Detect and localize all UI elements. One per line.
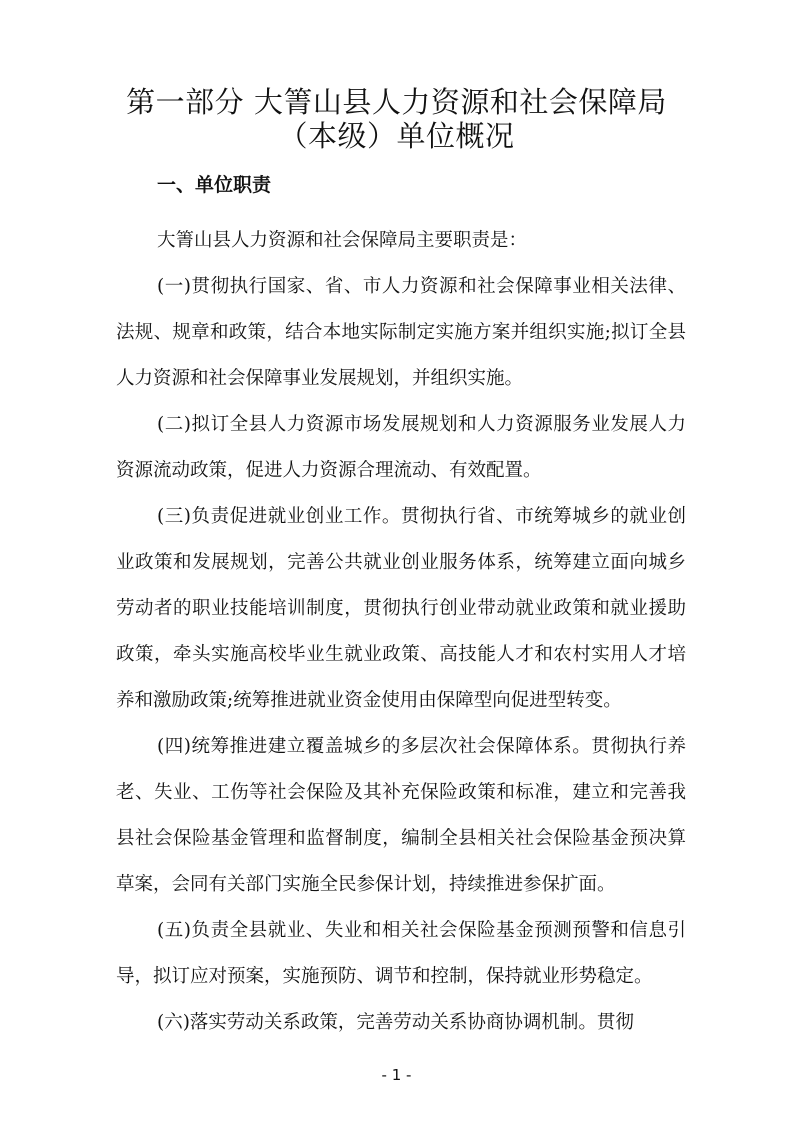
paragraph-duty-3: (三)负责促进就业创业工作。贯彻执行省、市统筹城乡的就业创业政策和发展规划，完善公共就业创业服务体系，统筹建立面向城乡劳动者的职业技能培训制度，贯彻执行创业带动就业政策和就业援助政策，牵头实施高校毕业生就业政策、高技能人才和农村实用人才培养和激励政策;统筹推进就业资金使用由保障型向促进型转变。 — [116, 506, 686, 711]
paragraph-duty-5: (五)负责全县就业、失业和相关社会保险基金预测预警和信息引导，拟订应对预案，实施预防、调节和控制，保持就业形势稳定。 — [116, 920, 686, 987]
paragraph-duty-2: (二)拟订全县人力资源市场发展规划和人力资源服务业发展人力资源流动政策，促进人力资源合理流动、有效配置。 — [116, 414, 686, 481]
document-title-line-1: 第一部分 大箐山县人力资源和社会保障局 — [126, 85, 667, 119]
paragraph-intro: 大箐山县人力资源和社会保障局主要职责是： — [157, 230, 528, 251]
body-text — [116, 218, 686, 1046]
section-heading: 一、单位职责 — [157, 174, 272, 196]
paragraph-duty-6: (六)落实劳动关系政策，完善劳动关系协商协调机制。贯彻 — [157, 1012, 634, 1033]
document-title-line-2: （本级）单位概况 — [278, 119, 515, 153]
page-number: - 1 - — [381, 1066, 412, 1084]
paragraph-duty-1: (一)贯彻执行国家、省、市人力资源和社会保障事业相关法律、法规、规章和政策，结合本地实际制定实施方案并组织实施;拟订全县人力资源和社会保障事业发展规划，并组织实施。 — [116, 276, 686, 389]
paragraph-duty-4: (四)统筹推进建立覆盖城乡的多层次社会保障体系。贯彻执行养老、失业、工伤等社会保险及其补充保险政策和标准，建立和完善我县社会保险基金管理和监督制度，编制全县相关社会保险基金预决算草案，会同有关部门实施全民参保计划，持续推进参保扩面。 — [116, 736, 686, 895]
